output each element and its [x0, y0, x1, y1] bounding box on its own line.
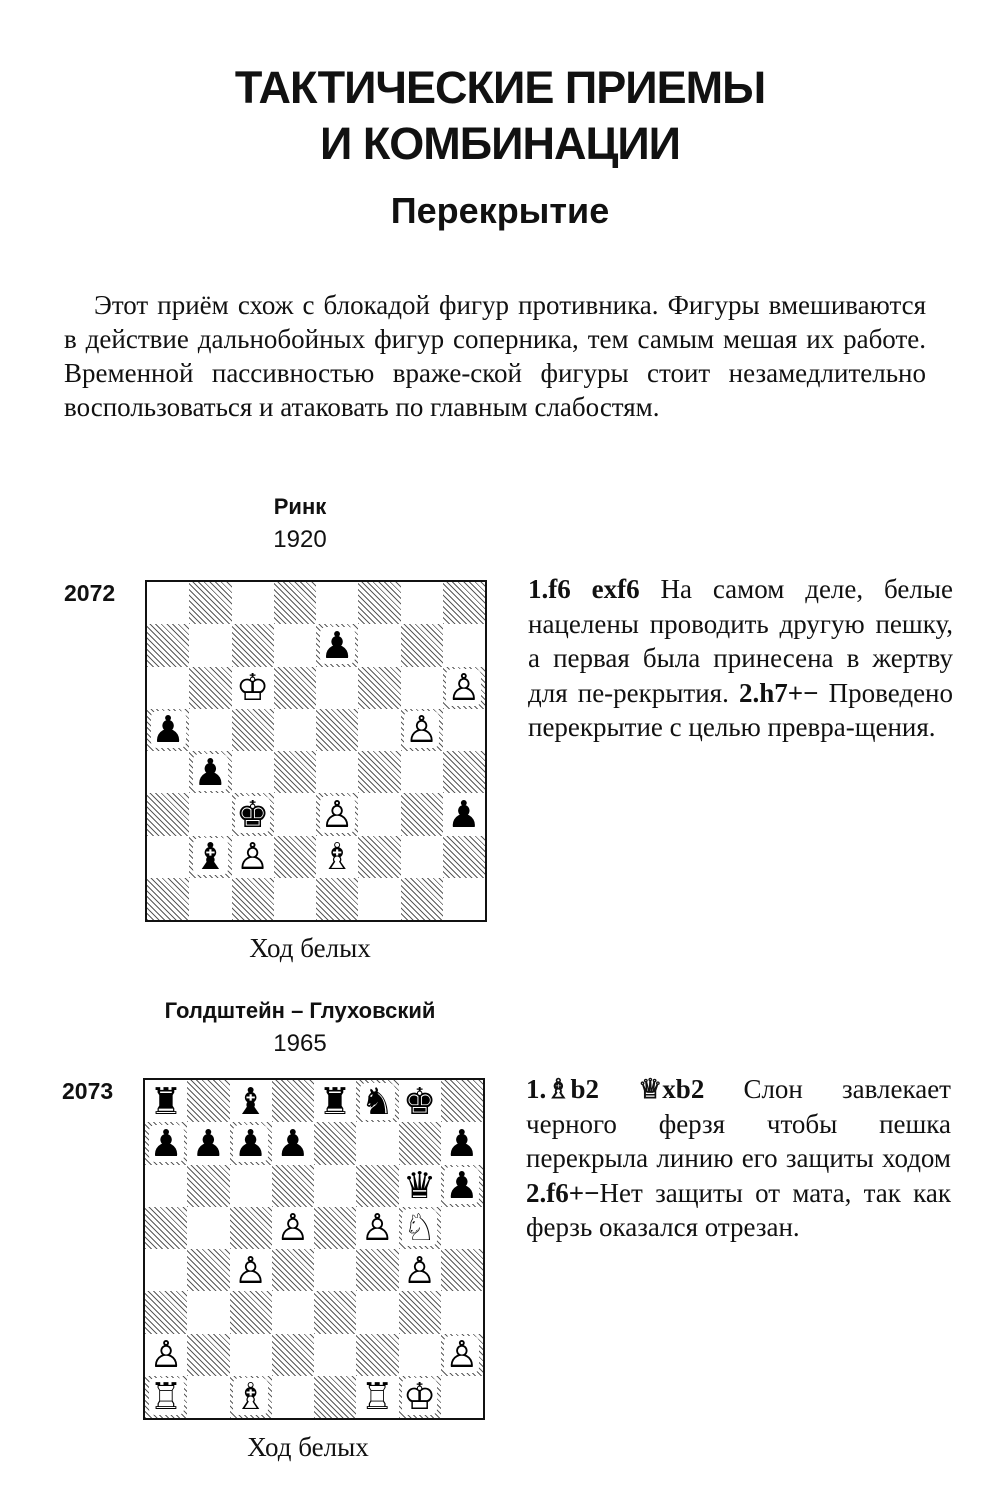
- square-g3: [401, 793, 443, 835]
- square-f5: [358, 709, 400, 751]
- square-e6: [314, 1165, 356, 1207]
- square-c2: [232, 836, 274, 878]
- square-b6: [187, 1165, 229, 1207]
- problem-2072-number: 2072: [64, 580, 116, 606]
- white-pawn-piece: ♙: [447, 666, 481, 710]
- square-f4: [358, 751, 400, 793]
- square-e8: [314, 1080, 356, 1122]
- page-title-line-2: И КОМБИНАЦИИ: [319, 118, 681, 169]
- square-d8: [274, 582, 316, 624]
- square-h5: [443, 709, 485, 751]
- square-e3: [314, 1291, 356, 1333]
- problem-2072-year: 1920: [273, 526, 327, 553]
- solution-move: 1.♗b2 ♕xb2: [526, 1074, 705, 1104]
- square-e4: [316, 751, 358, 793]
- square-b4: [189, 751, 231, 793]
- square-c1: [232, 878, 274, 920]
- square-f1: [356, 1376, 398, 1418]
- square-e2: [314, 1334, 356, 1376]
- square-e5: [314, 1207, 356, 1249]
- white-pawn-piece: ♙: [403, 1248, 437, 1292]
- square-f2: [356, 1334, 398, 1376]
- square-h6: [441, 1165, 483, 1207]
- square-d7: [274, 624, 316, 666]
- intro-text: Этот приём схож с блокадой фигур противника. Фигуры вмешиваются в действие дальнобойных фигур соперника, тем самым мешая их работе. Временной пассивностью враже-ской фигуры стоит незамедлительно воспользоваться и атаковать по главным слабостям.: [64, 290, 926, 422]
- square-b8: [189, 582, 231, 624]
- square-d4: [274, 751, 316, 793]
- white-bishop-piece: ♗: [234, 1375, 268, 1419]
- square-d6: [274, 667, 316, 709]
- square-c3: [232, 793, 274, 835]
- black-pawn-piece: ♟: [445, 1121, 479, 1165]
- problem-2072-to-move: Ход белых: [249, 933, 371, 963]
- black-pawn-piece: ♟: [445, 1164, 479, 1208]
- square-a6: [145, 1165, 187, 1207]
- white-pawn-piece: ♙: [405, 708, 439, 752]
- square-g4: [399, 1249, 441, 1291]
- problem-2073-to-move: Ход белых: [247, 1432, 369, 1462]
- square-b3: [187, 1291, 229, 1333]
- square-f8: [356, 1080, 398, 1122]
- square-c3: [230, 1291, 272, 1333]
- white-rook-piece: ♖: [149, 1375, 183, 1419]
- square-a3: [145, 1291, 187, 1333]
- square-f7: [356, 1122, 398, 1164]
- square-b1: [189, 878, 231, 920]
- square-b5: [187, 1207, 229, 1249]
- square-g2: [401, 836, 443, 878]
- square-f5: [356, 1207, 398, 1249]
- black-pawn-piece: ♟: [234, 1121, 268, 1165]
- square-b5: [189, 709, 231, 751]
- black-bishop-piece: ♝: [234, 1079, 268, 1123]
- square-h5: [441, 1207, 483, 1249]
- square-d3: [274, 793, 316, 835]
- white-pawn-piece: ♙: [234, 1248, 268, 1292]
- square-g6: [399, 1165, 441, 1207]
- square-h3: [443, 793, 485, 835]
- intro-paragraph: [64, 288, 926, 424]
- square-b7: [187, 1122, 229, 1164]
- square-e8: [316, 582, 358, 624]
- black-rook-piece: ♜: [318, 1079, 352, 1123]
- square-f3: [358, 793, 400, 835]
- white-pawn-piece: ♙: [360, 1206, 394, 1250]
- square-a7: [145, 1122, 187, 1164]
- white-bishop-piece: ♗: [320, 835, 354, 879]
- square-d2: [272, 1334, 314, 1376]
- square-b4: [187, 1249, 229, 1291]
- square-f2: [358, 836, 400, 878]
- square-f8: [358, 582, 400, 624]
- square-g1: [399, 1376, 441, 1418]
- square-a3: [147, 793, 189, 835]
- square-c6: [230, 1165, 272, 1207]
- square-e4: [314, 1249, 356, 1291]
- square-e1: [314, 1376, 356, 1418]
- white-knight-piece: ♘: [403, 1206, 437, 1250]
- solution-comment: Слон завлекает черного ферзя чтобы пешка перекрыла линию его защиты ходом: [526, 1074, 951, 1173]
- square-c7: [232, 624, 274, 666]
- square-h8: [443, 582, 485, 624]
- square-c4: [232, 751, 274, 793]
- square-g8: [401, 582, 443, 624]
- square-c5: [232, 709, 274, 751]
- problem-2072-author: Ринк: [273, 494, 327, 519]
- square-d1: [274, 878, 316, 920]
- square-c8: [232, 582, 274, 624]
- square-a1: [147, 878, 189, 920]
- white-pawn-piece: ♙: [149, 1333, 183, 1377]
- square-a7: [147, 624, 189, 666]
- square-c5: [230, 1207, 272, 1249]
- square-b6: [189, 667, 231, 709]
- square-d8: [272, 1080, 314, 1122]
- square-d5: [274, 709, 316, 751]
- square-a5: [145, 1207, 187, 1249]
- square-a8: [145, 1080, 187, 1122]
- square-g4: [401, 751, 443, 793]
- white-king-piece: ♔: [236, 666, 270, 710]
- problem-2072-chessboard: [145, 580, 487, 922]
- square-b8: [187, 1080, 229, 1122]
- square-e6: [316, 667, 358, 709]
- square-b1: [187, 1376, 229, 1418]
- black-king-piece: ♚: [403, 1079, 437, 1123]
- black-knight-piece: ♞: [360, 1079, 394, 1123]
- square-f1: [358, 878, 400, 920]
- square-e2: [316, 836, 358, 878]
- square-e7: [314, 1122, 356, 1164]
- square-g7: [399, 1122, 441, 1164]
- black-pawn-piece: ♟: [276, 1121, 310, 1165]
- square-e5: [316, 709, 358, 751]
- square-h1: [443, 878, 485, 920]
- white-pawn-piece: ♙: [276, 1206, 310, 1250]
- black-pawn-piece: ♟: [193, 750, 227, 794]
- square-c7: [230, 1122, 272, 1164]
- solution-move: 2.h7+−: [738, 677, 819, 708]
- solution-comment: Проведено перекрытие с целью превра-щения.: [528, 677, 954, 742]
- square-a2: [145, 1334, 187, 1376]
- square-g5: [399, 1207, 441, 1249]
- square-a5: [147, 709, 189, 751]
- black-pawn-piece: ♟: [447, 792, 481, 836]
- square-e3: [316, 793, 358, 835]
- problem-2073-solution: [526, 1072, 951, 1245]
- square-h8: [441, 1080, 483, 1122]
- square-d6: [272, 1165, 314, 1207]
- black-pawn-piece: ♟: [320, 623, 354, 667]
- white-king-piece: ♔: [403, 1375, 437, 1419]
- black-rook-piece: ♜: [149, 1079, 183, 1123]
- square-e1: [316, 878, 358, 920]
- problem-2072-solution: [528, 572, 953, 745]
- white-pawn-piece: ♙: [320, 792, 354, 836]
- square-d4: [272, 1249, 314, 1291]
- square-a1: [145, 1376, 187, 1418]
- black-bishop-piece: ♝: [193, 835, 227, 879]
- square-d7: [272, 1122, 314, 1164]
- solution-move: 1.f6 exf6: [528, 574, 640, 604]
- square-a2: [147, 836, 189, 878]
- section-subtitle: Перекрытие: [390, 190, 610, 231]
- square-d5: [272, 1207, 314, 1249]
- problem-2073-chessboard: [143, 1078, 485, 1420]
- square-d1: [272, 1376, 314, 1418]
- square-c4: [230, 1249, 272, 1291]
- square-a4: [145, 1249, 187, 1291]
- square-c8: [230, 1080, 272, 1122]
- square-h2: [441, 1334, 483, 1376]
- square-b2: [187, 1334, 229, 1376]
- black-pawn-piece: ♟: [151, 708, 185, 752]
- square-h7: [441, 1122, 483, 1164]
- solution-comment: Нет защиты от мата, так как ферзь оказался отрезан.: [526, 1177, 951, 1242]
- square-g8: [399, 1080, 441, 1122]
- square-h1: [441, 1376, 483, 1418]
- square-g1: [401, 878, 443, 920]
- solution-comment: На самом деле, белые нацелены проводить другую пешку, а первая была принесена в жертву для пе-рекрытия.: [528, 574, 953, 708]
- square-e7: [316, 624, 358, 666]
- square-f6: [356, 1165, 398, 1207]
- square-f6: [358, 667, 400, 709]
- black-queen-piece: ♛: [403, 1164, 437, 1208]
- white-pawn-piece: ♙: [236, 835, 270, 879]
- square-f7: [358, 624, 400, 666]
- square-a6: [147, 667, 189, 709]
- white-rook-piece: ♖: [360, 1375, 394, 1419]
- square-g5: [401, 709, 443, 751]
- square-h4: [443, 751, 485, 793]
- square-h4: [441, 1249, 483, 1291]
- square-f3: [356, 1291, 398, 1333]
- black-pawn-piece: ♟: [191, 1121, 225, 1165]
- problem-2073-year: 1965: [273, 1030, 327, 1057]
- square-h3: [441, 1291, 483, 1333]
- black-pawn-piece: ♟: [149, 1121, 183, 1165]
- square-d3: [272, 1291, 314, 1333]
- square-a8: [147, 582, 189, 624]
- square-g2: [399, 1334, 441, 1376]
- square-g3: [399, 1291, 441, 1333]
- white-pawn-piece: ♙: [445, 1333, 479, 1377]
- square-h2: [443, 836, 485, 878]
- page-title-line-1: ТАКТИЧЕСКИЕ ПРИЕМЫ: [234, 62, 766, 113]
- square-d2: [274, 836, 316, 878]
- square-b2: [189, 836, 231, 878]
- problem-2073-number: 2073: [62, 1078, 114, 1104]
- black-king-piece: ♚: [236, 792, 270, 836]
- square-a4: [147, 751, 189, 793]
- solution-move: 2.f6+−: [526, 1177, 600, 1208]
- square-c2: [230, 1334, 272, 1376]
- problem-2073-author: Голдштейн – Глуховский: [164, 998, 436, 1023]
- square-g6: [401, 667, 443, 709]
- square-h7: [443, 624, 485, 666]
- square-c6: [232, 667, 274, 709]
- square-b7: [189, 624, 231, 666]
- square-f4: [356, 1249, 398, 1291]
- square-b3: [189, 793, 231, 835]
- square-c1: [230, 1376, 272, 1418]
- square-g7: [401, 624, 443, 666]
- square-h6: [443, 667, 485, 709]
